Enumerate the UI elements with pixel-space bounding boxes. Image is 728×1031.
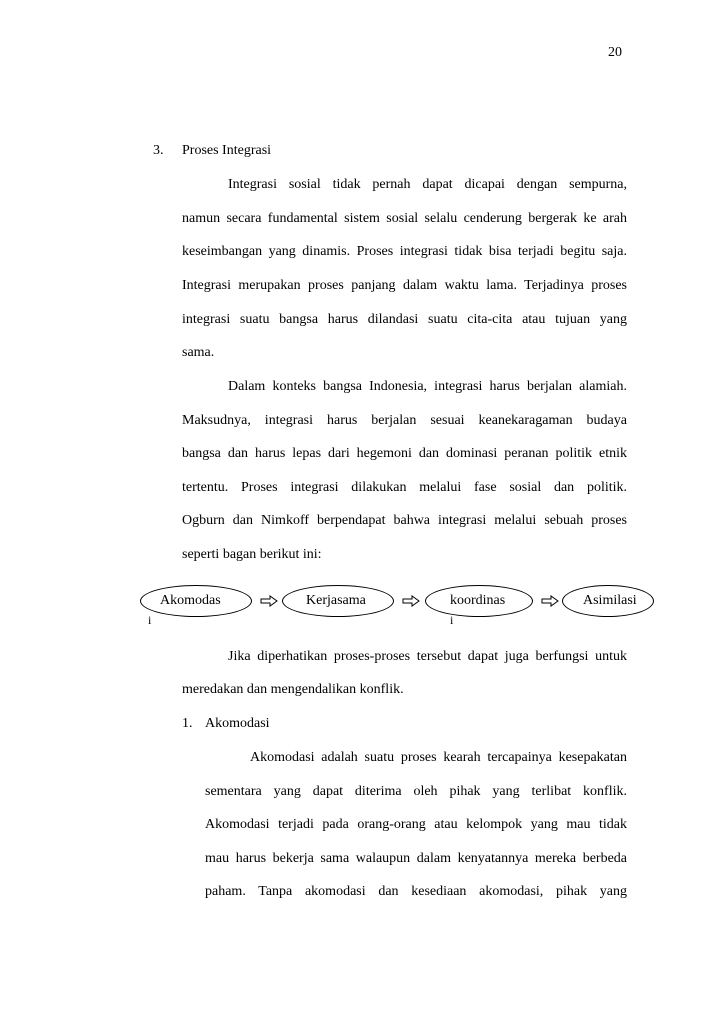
arrow-right-icon — [541, 595, 559, 607]
page-number: 20 — [608, 45, 622, 60]
para2-line-5: Ogburn dan Nimkoff berpendapat bahwa integrasi melalui sebuah proses — [182, 513, 627, 528]
para4-line-4: mau harus bekerja sama walaupun dalam kenyatannya mereka berbeda — [205, 851, 627, 866]
arrow-right-icon — [260, 595, 278, 607]
para4-line-5: paham. Tanpa akomodasi dan kesediaan akomodasi, pihak yang — [205, 884, 627, 899]
para4-line-1: Akomodasi adalah suatu proses kearah tercapainya kesepakatan — [250, 750, 627, 765]
flow-node-akomodasi-overflow: i — [148, 613, 152, 627]
para4-line-3: Akomodasi terjadi pada orang-orang atau kelompok yang mau tidak — [205, 817, 627, 832]
para2-line-2: Maksudnya, integrasi harus berjalan sesuai keanekaragaman budaya — [182, 413, 627, 428]
para1-line-6: sama. — [182, 345, 215, 360]
para1-line-1: Integrasi sosial tidak pernah dapat dicapai dengan sempurna, — [228, 177, 627, 192]
flow-node-kerjasama-label: Kerjasama — [306, 593, 366, 608]
flow-node-koordinasi-overflow: i — [450, 613, 454, 627]
flow-node-akomodasi-label: Akomodas — [160, 593, 221, 608]
section-title: Proses Integrasi — [182, 143, 272, 158]
para2-line-1: Dalam konteks bangsa Indonesia, integrasi harus berjalan alamiah. — [228, 379, 627, 394]
para2-line-3: bangsa dan harus lepas dari hegemoni dan dominasi peranan politik etnik — [182, 446, 627, 461]
flow-node-koordinasi-label: koordinas — [450, 593, 506, 608]
flow-node-asimilasi-label: Asimilasi — [583, 593, 637, 608]
para3-line-1: Jika diperhatikan proses-proses tersebut dapat juga berfungsi untuk — [228, 649, 627, 664]
subsection-title: Akomodasi — [205, 716, 270, 731]
para2-line-6: seperti bagan berikut ini: — [182, 547, 322, 562]
subsection-number: 1. — [182, 716, 193, 731]
section-number: 3. — [153, 143, 164, 158]
para4-line-2: sementara yang dapat diterima oleh pihak yang terlibat konflik. — [205, 784, 627, 799]
para1-line-4: Integrasi merupakan proses panjang dalam waktu lama. Terjadinya proses — [182, 278, 627, 293]
arrow-right-icon — [402, 595, 420, 607]
para3-line-2: meredakan dan mengendalikan konflik. — [182, 682, 404, 697]
para1-line-5: integrasi suatu bangsa harus dilandasi suatu cita-cita atau tujuan yang — [182, 312, 627, 327]
para2-line-4: tertentu. Proses integrasi dilakukan melalui fase sosial dan politik. — [182, 480, 627, 495]
para1-line-3: keseimbangan yang dinamis. Proses integrasi tidak bisa terjadi begitu saja. — [182, 244, 627, 259]
para1-line-2: namun secara fundamental sistem sosial selalu cenderung bergerak ke arah — [182, 211, 627, 226]
